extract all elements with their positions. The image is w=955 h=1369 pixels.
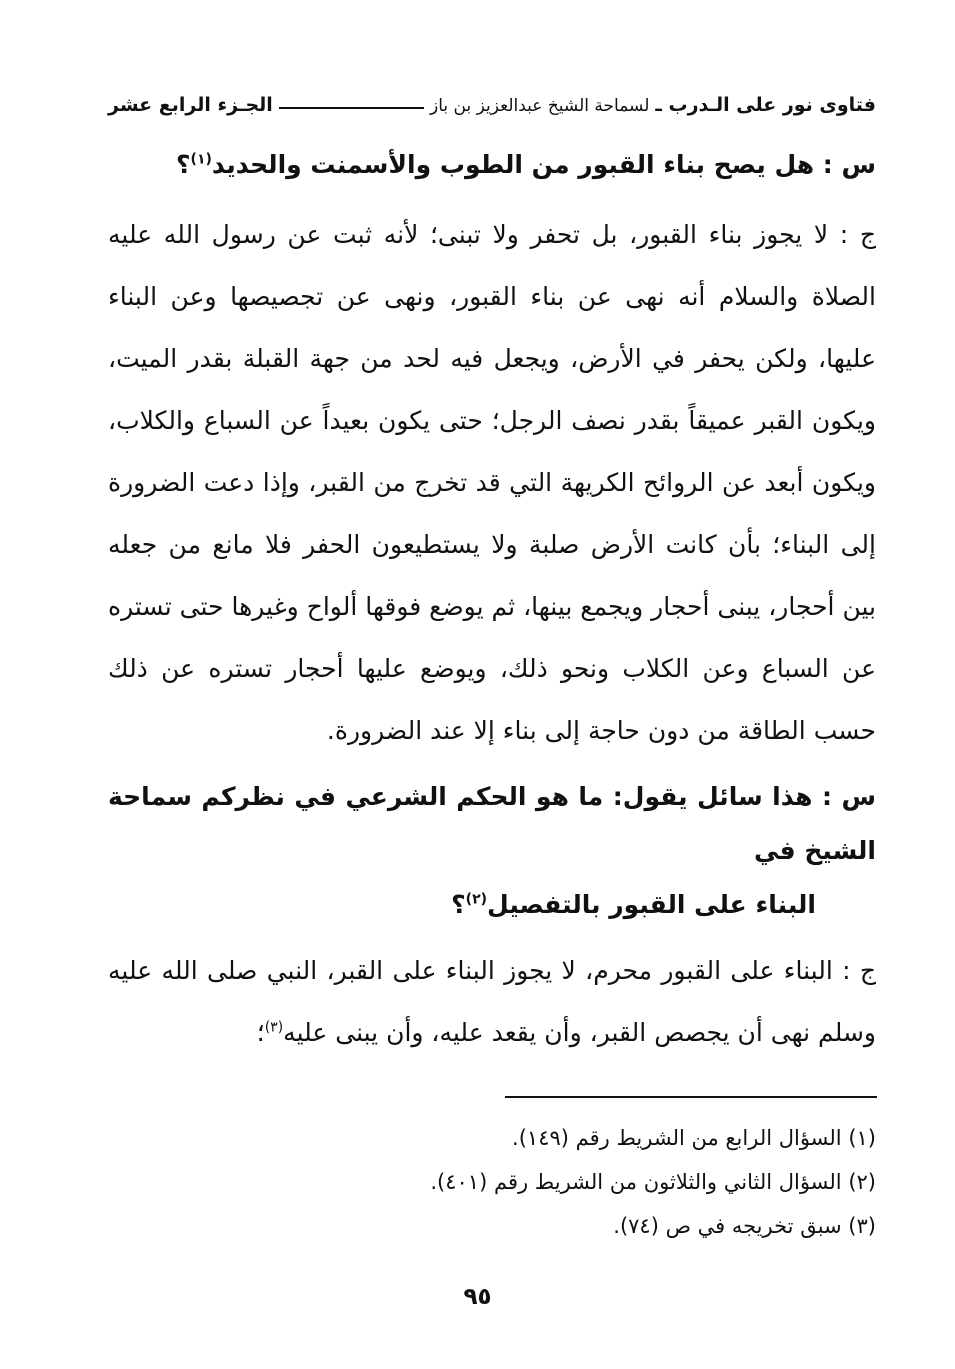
footnote-separator xyxy=(505,1096,877,1098)
footnote-ref-3: (٣) xyxy=(264,1019,284,1036)
question-2-line-2: البناء على القبور بالتفصيل xyxy=(487,890,816,919)
footnote-3: (٣) سبق تخريجه في ص (٧٤). xyxy=(613,1214,876,1238)
answer-2-text: ج : البناء على القبور محرم، لا يجوز البناء على القبر، النبي صلى الله عليه وسلم نهى أن يجصص القبر، وأن يقعد عليه، وأن يبنى عليه xyxy=(108,956,876,1047)
footnote-ref-2: (٢) xyxy=(465,891,488,908)
answer-2-mark: ؛ xyxy=(256,1018,265,1047)
footnotes xyxy=(300,1116,876,1248)
answer-1: ج : لا يجوز بناء القبور، بل تحفر ولا تبنى؛ لأنه ثبت عن رسول الله عليه الصلاة والسلام أنه نهى عن بناء القبور، ونهى عن تجصيصها وعن البناء عليها، ولكن يحفر في الأرض، ويجعل فيه لحد من جهة القبلة بقدر الميت، ويكون القبر عميقاً بقدر نصف الرجل؛ حتى يكون بعيداً عن السباع والكلاب، ويكون أبعد عن الروائح الكريهة التي قد تخرج من القبر، وإذا دعت الضرورة إلى البناء؛ بأن كانت الأرض صلبة ولا يستطيعون الحفر فلا مانع من جعله بين أحجار، يبنى أحجار ويجمع بينها، ثم يوضع فوقها ألواح وغيرها حتى تستره عن السباع وعن الكلاب ونحو ذلك، ويوضع عليها أحجار تستره عن ذلك حسب الطاقة من دون حاجة إلى بناء إلا عند الضرورة. xyxy=(108,220,876,745)
footnote-ref-1: (١) xyxy=(190,151,212,168)
book-title: فتاوى نور على الـدرب ـ xyxy=(655,94,876,116)
page-body xyxy=(108,134,876,1064)
running-header xyxy=(108,80,876,116)
question-1 xyxy=(108,134,876,196)
answer-2 xyxy=(108,940,876,1064)
question-1-text: س : هل يصح بناء القبور من الطوب والأسمنت والحديد xyxy=(211,150,876,179)
question-2-line-1: س : هذا سائل يقول: ما هو الحكم الشرعي في نظركم سماحة الشيخ في xyxy=(108,782,876,865)
header-rule xyxy=(279,107,424,109)
volume-part: الجـزء الرابع عشر xyxy=(108,94,273,116)
question-2 xyxy=(108,770,876,932)
author-name: لسماحة الشيخ عبدالعزيز بن باز xyxy=(430,96,650,116)
question-1-mark: ؟ xyxy=(176,150,191,179)
footnote-1: (١) السؤال الرابع من الشريط رقم (١٤٩). xyxy=(512,1126,876,1150)
question-2-mark: ؟ xyxy=(451,890,466,919)
page-number: ٩٥ xyxy=(463,1284,492,1310)
footnote-2: (٢) السؤال الثاني والثلاثون من الشريط رقم (٤٠١). xyxy=(430,1170,876,1194)
question-2-line-2-wrap xyxy=(108,878,876,932)
